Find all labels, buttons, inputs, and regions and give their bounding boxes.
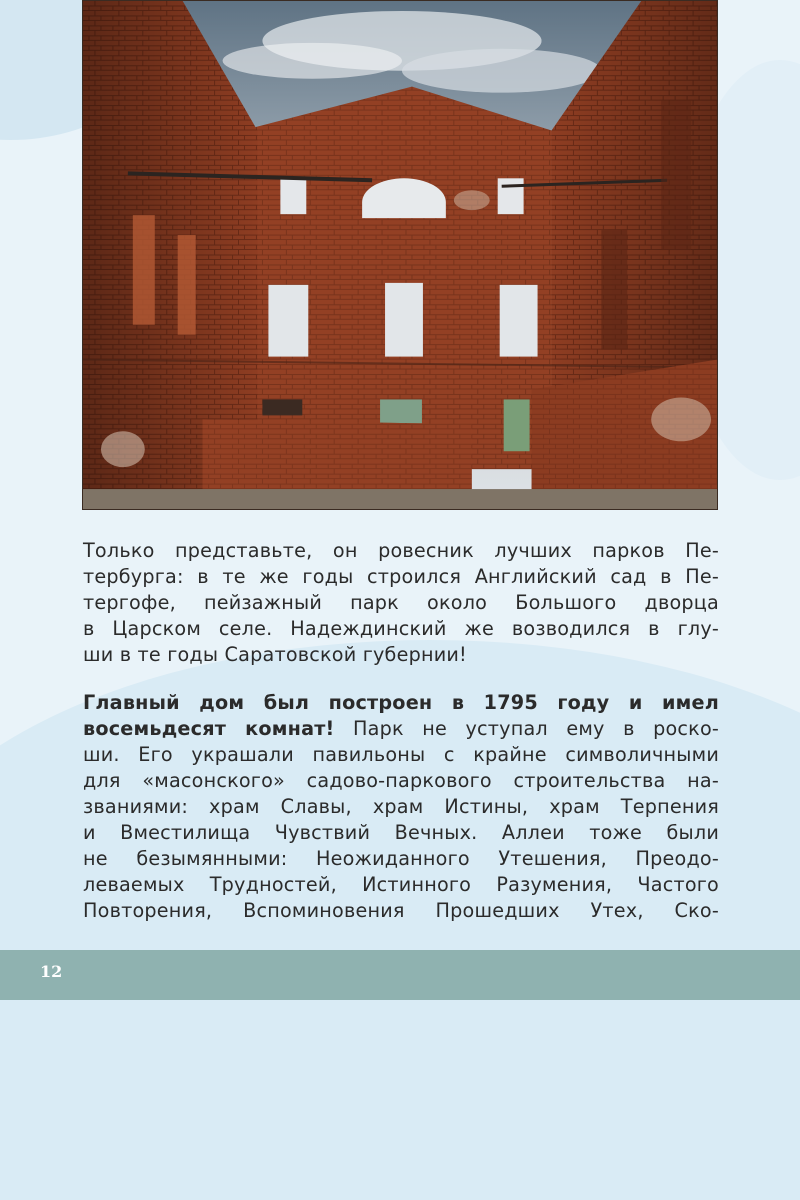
text-fragment: Парк не уступал ему в роско- <box>334 717 720 740</box>
text-line-mixed <box>83 716 719 742</box>
page-number: 12 <box>40 962 63 981</box>
ruins-photo <box>82 0 718 510</box>
text-line: в Царском селе. Надеждинский же возводился в глу- <box>83 617 719 640</box>
text-line: званиями: храм Славы, храм Истины, храм Терпения <box>83 795 719 818</box>
text-line: не безымянными: Неожиданного Утешения, Преодо- <box>83 847 719 870</box>
ruins-illustration <box>83 1 717 509</box>
text-line: тербурга: в те же годы строился Английский сад в Пе- <box>83 565 719 588</box>
text-line: леваемых Трудностей, Истинного Разумения, Частого <box>83 873 719 896</box>
bold-text-line: Главный дом был построен в 1795 году и имел <box>83 691 719 714</box>
text-line: Повторения, Вспоминовения Прошедших Утех, Ско- <box>83 899 719 922</box>
page-footer <box>0 950 800 1000</box>
text-line: Только представьте, он ровесник лучших парков Пе- <box>83 539 719 562</box>
text-line: тергофе, пейзажный парк около Большого дворца <box>83 591 719 614</box>
text-line: для «масонского» садово-паркового строительства на- <box>83 769 719 792</box>
text-line: ши. Его украшали павильоны с крайне символичными <box>83 743 719 766</box>
text-line: и Вместилища Чувствий Вечных. Аллеи тоже были <box>83 821 719 844</box>
text-line: ши в те годы Саратовской губернии! <box>83 643 467 666</box>
paragraph-2 <box>83 690 719 924</box>
paragraph-1 <box>83 538 719 668</box>
bold-text-fragment: восемьдесят комнат! <box>83 717 335 740</box>
